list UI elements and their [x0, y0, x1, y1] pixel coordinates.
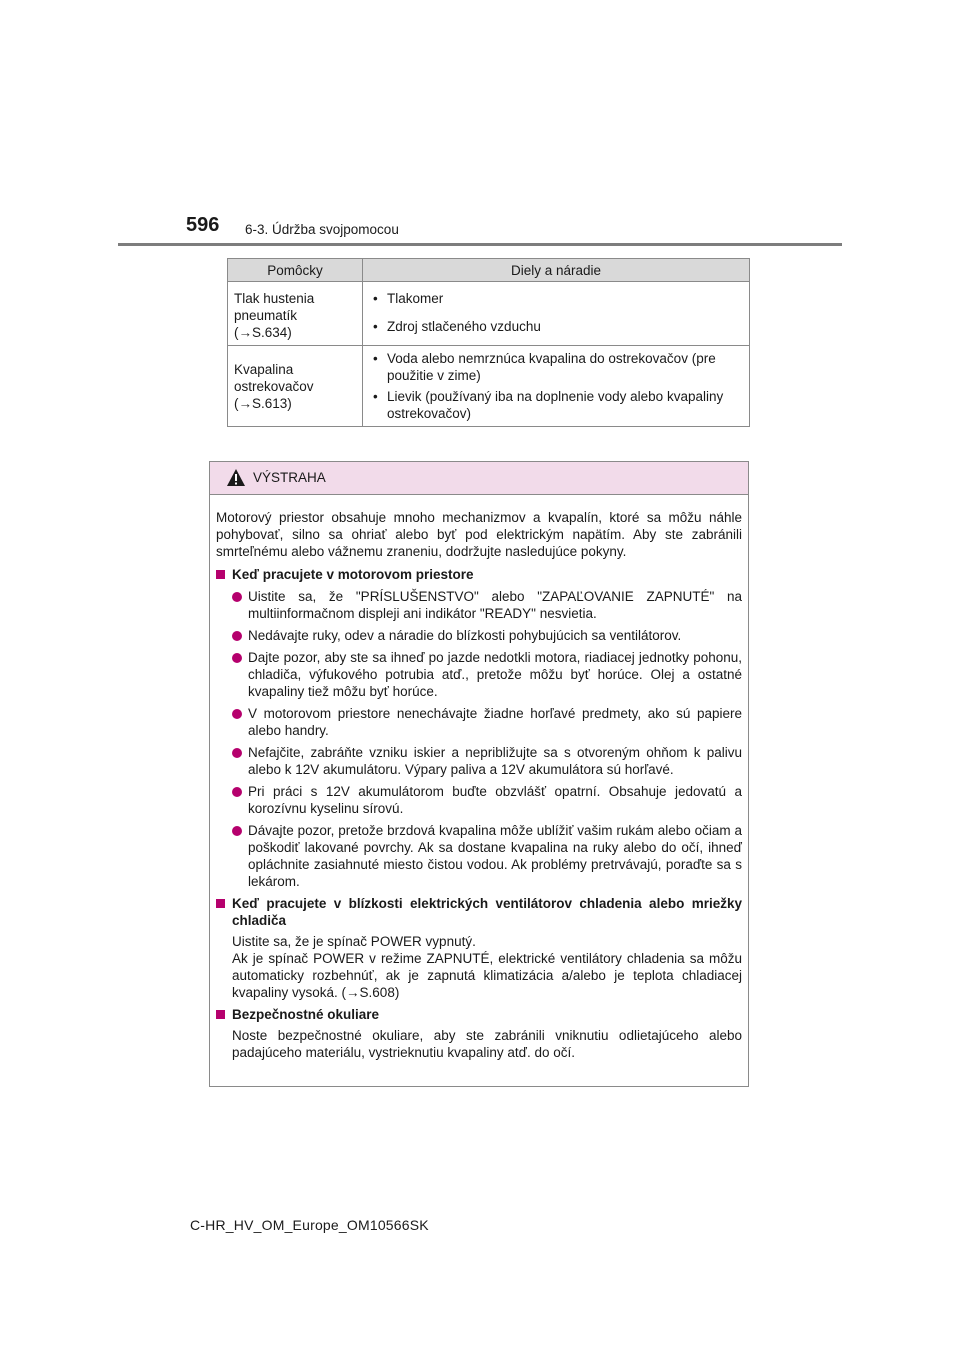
list-item — [216, 744, 742, 778]
section-heading-text: Keď pracujete v blízkosti elektrických ventilátorov chladenia alebo mriežky chladiča — [232, 896, 742, 928]
table-row — [228, 282, 750, 346]
section-heading — [216, 566, 742, 583]
tool-cell — [228, 346, 363, 427]
circle-bullet-icon — [232, 653, 242, 663]
warning-header — [210, 462, 748, 495]
page-number: 596 — [186, 214, 220, 236]
square-bullet-icon — [216, 899, 225, 908]
list-item — [216, 627, 742, 644]
parts-item: • Voda alebo nemrznúca kvapalina do ostrekovačov (pre použitie v zime) — [369, 350, 743, 384]
section-heading — [216, 1006, 742, 1023]
list-item-text: V motorovom priestore nenechávajte žiadne horľavé predmety, ako sú papiere alebo handry. — [248, 706, 742, 738]
list-item-text: Dajte pozor, aby ste sa ihneď po jazde nedotkli motora, riadiacej jednotky pohonu, chladiča, výfukového potrubia atď., pretože môžu byť horúce. Olej a ostatné kvapaliny tiež môžu byť horúce. — [248, 650, 742, 699]
warning-body — [210, 495, 748, 1061]
list-item-text: Uistite sa, že "PRÍSLUŠENSTVO" alebo "ZAPAĽOVANIE ZAPNUTÉ" na multiinformačnom displeji ani indikátor "READY" nesvietia. — [248, 589, 742, 621]
list-item — [216, 588, 742, 622]
list-item — [216, 783, 742, 817]
tool-line: ostrekovačov — [234, 378, 314, 394]
parts-item: • Lievik (používaný iba na doplnenie vody alebo kvapaliny ostrekovačov) — [369, 388, 743, 422]
circle-bullet-icon — [232, 826, 242, 836]
square-bullet-icon — [216, 1010, 225, 1019]
list-item-text: Dávajte pozor, pretože brzdová kvapalina môže ublížiť vašim rukám alebo očiam a poškodiť lakované povrchy. Ak sa dostane kvapalina na ruky alebo do očí, ihneď opláchnite zasiahnuté miesto čistou vodou. Ak problémy pretrvávajú, poraďte sa s lekárom. — [248, 823, 742, 889]
tool-line: pneumatík — [234, 308, 298, 323]
warning-title: VÝSTRAHA — [253, 470, 326, 485]
circle-bullet-icon — [232, 592, 242, 602]
document-code: C-HR_HV_OM_Europe_OM10566SK — [190, 1217, 429, 1233]
parts-item: • Zdroj stlačeného vzduchu — [369, 318, 743, 335]
warning-intro: Motorový priestor obsahuje mnoho mechanizmov a kvapalín, ktoré sa môžu náhle pohybovať, silno sa ohriať alebo byť pod elektrickým napätím. Aby ste zabránili smrteľnému alebo vážnemu zraneniu, dodržujte nasledujúce pokyny. — [216, 510, 742, 559]
tool-reference: (→S.613) — [234, 395, 292, 411]
warning-triangle-icon — [226, 468, 246, 487]
paragraph: Uistite sa, že je spínač POWER vypnutý. — [232, 934, 476, 949]
circle-bullet-icon — [232, 748, 242, 758]
warning-box — [209, 461, 749, 1087]
section-heading-text: Keď pracujete v motorovom priestore — [232, 567, 474, 582]
tool-cell — [228, 282, 363, 346]
paragraph: Noste bezpečnostné okuliare, aby ste zabránili vniknutiu odlietajúceho alebo padajúceho materiálu, vystrieknutiu kvapaliny atď. do očí. — [232, 1028, 742, 1060]
paragraph: Ak je spínač POWER v režime ZAPNUTÉ, elektrické ventilátory chladenia sa môžu automaticky rozbehnúť, ak je zapnutá klimatizácia a/alebo je teplota chladiacej kvapaliny vysoká. (→S.608) — [232, 951, 742, 1000]
header-rule — [118, 243, 842, 246]
parts-cell — [363, 282, 750, 346]
col-header-tools: Pomôcky — [228, 259, 363, 282]
list-item — [216, 649, 742, 700]
square-bullet-icon — [216, 570, 225, 579]
tool-reference: (→S.634) — [234, 325, 292, 340]
parts-item: • Tlakomer — [369, 290, 743, 307]
list-item — [216, 705, 742, 739]
list-item — [216, 822, 742, 890]
list-item-text: Pri práci s 12V akumulátorom buďte obzvlášť opatrní. Obsahuje jedovatú a korozívnu kyselinu sírovú. — [248, 784, 742, 816]
list-item-text: Nefajčite, zabráňte vzniku iskier a nepribližujte sa s otvoreným ohňom k palivu alebo k 12V akumulátoru. Výpary paliva a 12V akumulátora sú horľavé. — [248, 745, 742, 777]
col-header-parts: Diely a náradie — [363, 259, 750, 282]
section-heading-text: Bezpečnostné okuliare — [232, 1007, 380, 1022]
tool-line: Kvapalina — [234, 361, 294, 377]
tools-table — [227, 258, 750, 427]
circle-bullet-icon — [232, 631, 242, 641]
list-item-text: Nedávajte ruky, odev a náradie do blízkosti pohybujúcich sa ventilátorov. — [248, 628, 682, 643]
tool-line: Tlak hustenia — [234, 291, 315, 306]
circle-bullet-icon — [232, 709, 242, 719]
circle-bullet-icon — [232, 787, 242, 797]
table-row — [228, 346, 750, 427]
parts-cell — [363, 346, 750, 427]
table-header-row — [228, 259, 750, 282]
section-title: 6-3. Údržba svojpomocou — [245, 222, 399, 237]
section-heading — [216, 895, 742, 929]
